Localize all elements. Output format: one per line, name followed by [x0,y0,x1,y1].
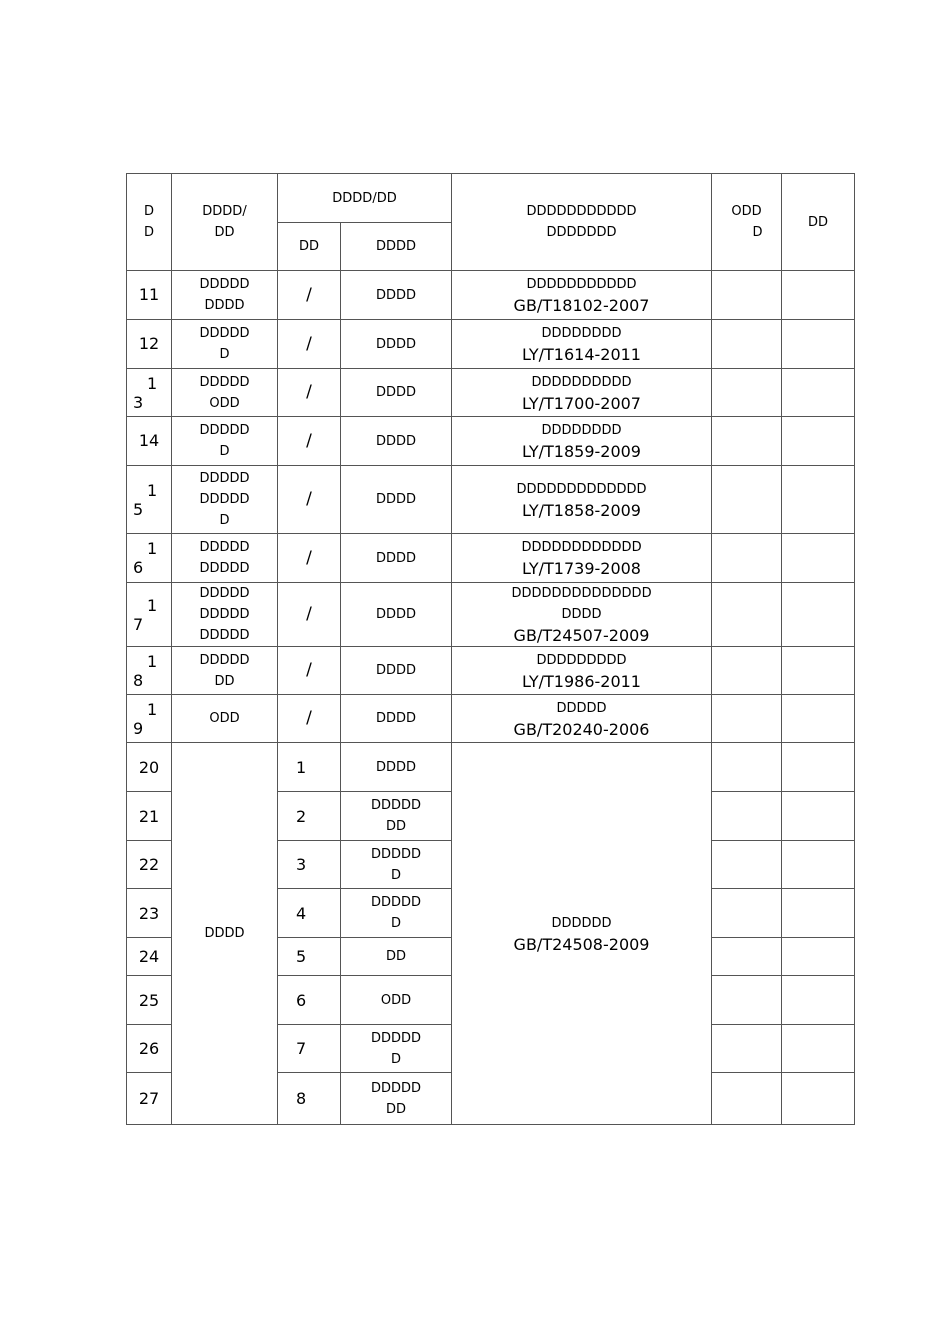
cell-col6 [712,320,782,369]
header-standard: DDDDDDDDDDD DDDDDDD [452,174,712,271]
method-name: DDDDD D [341,889,452,938]
cell-col6 [712,1025,782,1073]
group-mark: / [278,466,341,534]
group-mark: / [278,320,341,369]
row-number: 1 3 [127,369,172,417]
row-number: 1 8 [127,647,172,695]
cell-col6 [712,647,782,695]
table-row [127,466,855,534]
group-index: 6 [278,976,341,1025]
row-number: 22 [127,841,172,889]
item-name: DDDDD DDDDD [172,534,278,583]
cell-col6 [712,889,782,938]
standard: DDDDD GB/T20240-2006 [452,695,712,743]
table-row [127,743,855,792]
table-row [127,320,855,369]
cell-col7 [782,976,855,1025]
group-mark: / [278,417,341,466]
row-number: 23 [127,889,172,938]
method-name: DDDDD DD [341,792,452,841]
table-row [127,647,855,695]
row-number: 1 9 [127,695,172,743]
group-index: 3 [278,841,341,889]
method-name: DDDD [341,417,452,466]
cell-col7 [782,271,855,320]
method-name: DDDD [341,466,452,534]
method-name: DDDDD D [341,1025,452,1073]
row-number: 11 [127,271,172,320]
row-number: 27 [127,1073,172,1125]
row-number: 24 [127,938,172,976]
item-name: DDDDD DDDDD DDDDD [172,583,278,647]
cell-col6 [712,271,782,320]
cell-col6 [712,695,782,743]
cell-col7 [782,841,855,889]
header-no: D D [127,174,172,271]
cell-col6 [712,466,782,534]
row-number: 1 6 [127,534,172,583]
cell-col7 [782,647,855,695]
group-name: DDDD [172,743,278,1125]
item-name: DDDDD DD [172,647,278,695]
cell-col6 [712,938,782,976]
item-name: DDDDD DDDDD D [172,466,278,534]
standard: DDDDDDDDDDDD LY/T1739-2008 [452,534,712,583]
method-name: DDDDD D [341,841,452,889]
table-row [127,369,855,417]
method-name: DDDD [341,271,452,320]
cell-col6 [712,976,782,1025]
cell-col6 [712,792,782,841]
cell-col6 [712,583,782,647]
group-mark: / [278,271,341,320]
item-name: DDDDD D [172,417,278,466]
method-name: DDDD [341,695,452,743]
group-index: 8 [278,1073,341,1125]
group-mark: / [278,583,341,647]
cell-col6 [712,743,782,792]
group-mark: / [278,695,341,743]
standards-table [126,173,855,1125]
row-number: 12 [127,320,172,369]
cell-col7 [782,1073,855,1125]
group-mark: / [278,647,341,695]
group-mark: / [278,369,341,417]
row-number: 14 [127,417,172,466]
cell-col7 [782,320,855,369]
table-row [127,583,855,647]
standard: DDDDDDDD LY/T1614-2011 [452,320,712,369]
method-name: DDDD [341,369,452,417]
method-name: DDDD [341,647,452,695]
item-name: ODD [172,695,278,743]
standard: DDDDDDDDDD LY/T1700-2007 [452,369,712,417]
method-name: DDDD [341,534,452,583]
row-number: 1 7 [127,583,172,647]
standard: DDDDDDDDDDDDDD DDDD GB/T24507-2009 [452,583,712,647]
method-name: DDDD [341,743,452,792]
header-item: DDDD/ DD [172,174,278,271]
row-number: 1 5 [127,466,172,534]
table-row [127,534,855,583]
header-group: DDDD/DD [278,174,452,223]
row-number: 21 [127,792,172,841]
cell-col7 [782,743,855,792]
cell-col7 [782,417,855,466]
group-index: 5 [278,938,341,976]
row-number: 20 [127,743,172,792]
cell-col7 [782,695,855,743]
row-number: 26 [127,1025,172,1073]
method-name: DDDDD DD [341,1073,452,1125]
cell-col7 [782,466,855,534]
method-name: DDDD [341,320,452,369]
group-mark: / [278,534,341,583]
table-row [127,695,855,743]
table-row [127,271,855,320]
method-name: DDDD [341,583,452,647]
standard: DDDDDDDDDDDDD LY/T1858-2009 [452,466,712,534]
standard: DDDDDDDD LY/T1859-2009 [452,417,712,466]
item-name: DDDDD D [172,320,278,369]
method-name: ODD [341,976,452,1025]
item-name: DDDDD ODD [172,369,278,417]
header-sub1: DD [278,223,341,271]
cell-col7 [782,1025,855,1073]
cell-col7 [782,534,855,583]
group-index: 7 [278,1025,341,1073]
cell-col7 [782,889,855,938]
cell-col7 [782,369,855,417]
cell-col6 [712,417,782,466]
method-name: DD [341,938,452,976]
cell-col7 [782,938,855,976]
group-index: 1 [278,743,341,792]
cell-col6 [712,369,782,417]
cell-col7 [782,583,855,647]
group-index: 4 [278,889,341,938]
header-sub2: DDDD [341,223,452,271]
standard: DDDDDDDDDDD GB/T18102-2007 [452,271,712,320]
row-number: 25 [127,976,172,1025]
standard: DDDDDDDDD LY/T1986-2011 [452,647,712,695]
group-standard: DDDDDD GB/T24508-2009 [452,743,712,1125]
table-row [127,417,855,466]
header-col6: ODD D [712,174,782,271]
group-index: 2 [278,792,341,841]
cell-col6 [712,1073,782,1125]
header-col7: DD [782,174,855,271]
item-name: DDDDD DDDD [172,271,278,320]
cell-col6 [712,534,782,583]
cell-col6 [712,841,782,889]
cell-col7 [782,792,855,841]
